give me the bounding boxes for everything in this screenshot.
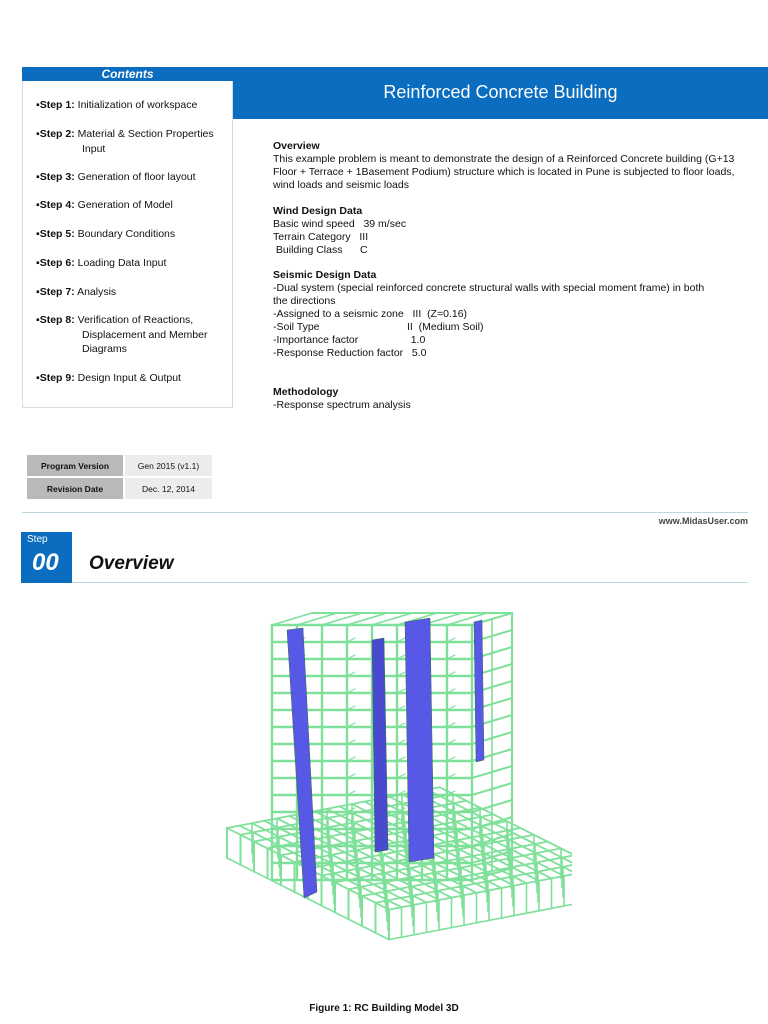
seismic-heading: Seismic Design Data	[273, 269, 377, 281]
step-label: ▪Step 9:	[36, 372, 75, 384]
step-9-link[interactable]	[36, 371, 232, 386]
website-link[interactable]: www.MidasUser.com	[658, 516, 748, 526]
step-text: Material & Section Properties	[77, 128, 214, 140]
step-label: ▪Step 7:	[36, 286, 75, 298]
step-label: ▪Step 8:	[36, 314, 75, 326]
wind-line: Terrain Category III	[273, 231, 369, 243]
step-8-link[interactable]	[36, 313, 232, 357]
step-text: Boundary Conditions	[77, 228, 176, 240]
program-version-value: Gen 2015 (v1.1)	[124, 455, 212, 477]
step-text: Design Input & Output	[77, 372, 181, 384]
step-text: Analysis	[77, 286, 117, 298]
overview-heading: Overview	[273, 140, 320, 152]
seismic-section	[273, 269, 743, 360]
divider	[72, 582, 748, 583]
frame-member	[347, 613, 387, 625]
seismic-line: -Importance factor 1.0	[273, 334, 426, 346]
divider	[22, 512, 748, 513]
step-3-link[interactable]	[36, 170, 232, 185]
section-title: Overview	[89, 553, 174, 574]
step-2-link[interactable]	[36, 127, 232, 156]
revision-date-key: Revision Date	[27, 477, 124, 500]
frame-member	[297, 613, 337, 625]
step-text-cont: Input	[82, 142, 106, 155]
step-text: Loading Data Input	[77, 257, 167, 269]
overview-section	[273, 140, 743, 192]
figure-caption: Figure 1: RC Building Model 3D	[309, 1003, 459, 1014]
step-badge-number: 00	[32, 549, 59, 576]
step-label: ▪Step 1:	[36, 99, 75, 111]
document-title: Reinforced Concrete Building	[233, 67, 768, 119]
seismic-line: -Assigned to a seismic zone III (Z=0.16)	[273, 308, 468, 320]
shear-wall	[287, 628, 317, 898]
seismic-line: -Dual system (special reinforced concrete structural walls with special moment frame) in both	[273, 282, 705, 294]
step-badge-label: Step	[27, 534, 48, 545]
seismic-line: -Soil Type II (Medium Soil)	[273, 321, 484, 333]
table-row	[27, 477, 212, 500]
overview-text: This example problem is meant to demonstrate the design of a Reinforced Concrete building (G+13 Floor + Terrace + 1Basement Podium) structure which is located in Pune is subjected to floor loads, wind loads and seismic loads	[273, 153, 735, 191]
rc-building-3d-figure	[212, 600, 572, 985]
methodology-section	[273, 386, 743, 412]
step-4-link[interactable]	[36, 198, 232, 213]
seismic-line: -Response Reduction factor 5.0	[273, 347, 427, 359]
methodology-heading: Methodology	[273, 386, 339, 398]
contents-header: Contents	[22, 67, 233, 81]
contents-panel	[22, 81, 233, 408]
frame-member	[322, 613, 362, 625]
methodology-text: -Response spectrum analysis	[273, 399, 411, 411]
shear-wall	[372, 638, 388, 852]
shear-wall	[405, 618, 434, 862]
step-text: Generation of floor layout	[77, 171, 196, 183]
shear-wall	[474, 620, 484, 762]
wind-heading: Wind Design Data	[273, 205, 363, 217]
wind-line: Building Class C	[273, 244, 368, 256]
seismic-line: the directions	[273, 295, 336, 307]
step-7-link[interactable]	[36, 285, 232, 300]
step-text: Initialization of workspace	[77, 99, 198, 111]
wind-line: Basic wind speed 39 m/sec	[273, 218, 407, 230]
version-table	[27, 455, 212, 501]
step-label: ▪Step 2:	[36, 128, 75, 140]
step-6-link[interactable]	[36, 256, 232, 271]
step-badge	[21, 532, 72, 583]
table-row	[27, 455, 212, 477]
revision-date-value: Dec. 12, 2014	[124, 477, 212, 500]
wind-section	[273, 205, 743, 257]
step-label: ▪Step 6:	[36, 257, 75, 269]
step-1-link[interactable]	[36, 98, 232, 113]
step-text: Generation of Model	[77, 199, 173, 211]
step-label: ▪Step 4:	[36, 199, 75, 211]
step-label: ▪Step 5:	[36, 228, 75, 240]
program-version-key: Program Version	[27, 455, 124, 477]
step-text-cont: Displacement and Member Diagrams	[82, 328, 208, 355]
step-label: ▪Step 3:	[36, 171, 75, 183]
step-text: Verification of Reactions,	[77, 314, 194, 326]
step-5-link[interactable]	[36, 227, 232, 242]
frame-member	[272, 613, 312, 625]
